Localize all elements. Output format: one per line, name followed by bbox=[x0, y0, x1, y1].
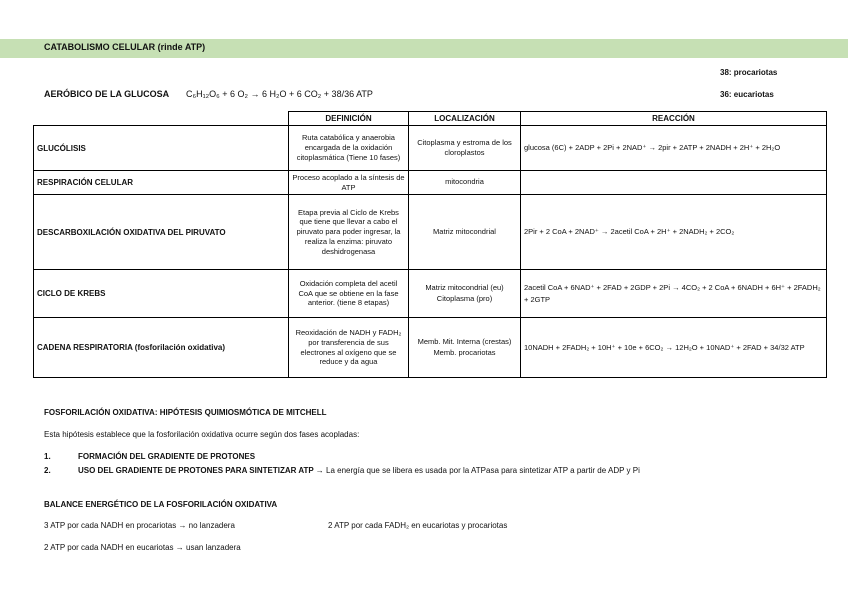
column-header-location: LOCALIZACIÓN bbox=[409, 112, 521, 126]
reaction-cell: 2Pir + 2 CoA + 2NAD⁺ → 2acetil CoA + 2H⁺ + 2NADH₂ + 2CO₂ bbox=[521, 195, 827, 270]
glucose-equation: C₆H₁₂O₆ + 6 O₂ → 6 H₂O + 6 CO₂ + 38/36 ATP bbox=[186, 89, 373, 99]
reaction-cell: glucosa (6C) + 2ADP + 2Pi + 2NAD⁺ → 2pir + 2ATP + 2NADH + 2H⁺ + 2H₂O bbox=[521, 126, 827, 171]
process-cell: GLUCÓLISIS bbox=[34, 126, 289, 171]
location-cell: Matriz mitocondrial bbox=[409, 195, 521, 270]
list-number: 1. bbox=[44, 452, 51, 461]
balance-line-nadh-procariotas: 3 ATP por cada NADH en procariotas → no lanzadera bbox=[44, 521, 235, 530]
page-title: CATABOLISMO CELULAR (rinde ATP) bbox=[44, 42, 206, 52]
column-header-reaction: REACCIÓN bbox=[521, 112, 827, 126]
column-header-definition: DEFINICIÓN bbox=[289, 112, 409, 126]
balance-line-fadh2: 2 ATP por cada FADH₂ en eucariotas y procariotas bbox=[328, 521, 508, 530]
process-cell: CICLO DE KREBS bbox=[34, 270, 289, 318]
table-header-row bbox=[34, 112, 827, 126]
process-cell: DESCARBOXILACIÓN OXIDATIVA DEL PIRUVATO bbox=[34, 195, 289, 270]
mitchell-intro: Esta hipótesis establece que la fosforilación oxidativa ocurre según dos fases acopladas: bbox=[44, 430, 360, 439]
location-cell: mitocondria bbox=[409, 171, 521, 195]
reaction-cell: 2acetil CoA + 6NAD⁺ + 2FAD + 2GDP + 2Pi → 4CO₂ + 2 CoA + 6NADH + 6H⁺ + 2FADH₂ + 2GTP bbox=[521, 270, 827, 318]
table-row bbox=[34, 195, 827, 270]
catabolism-table bbox=[33, 111, 827, 378]
location-cell: Memb. Mit. Interna (crestas) Memb. procariotas bbox=[409, 318, 521, 378]
note-procariotas: 38: procariotas bbox=[720, 68, 778, 77]
list-label: USO DEL GRADIENTE DE PROTONES PARA SINTETIZAR ATP → bbox=[78, 466, 327, 475]
definition-cell: Reoxidación de NADH y FADH₂ por transferencia de sus electrones al oxígeno que se reduce y da agua bbox=[289, 318, 409, 378]
table-row bbox=[34, 171, 827, 195]
balance-title: BALANCE ENERGÉTICO DE LA FOSFORILACIÓN OXIDATIVA bbox=[44, 500, 278, 509]
location-cell: Citoplasma y estroma de los cloroplastos bbox=[409, 126, 521, 171]
table-row bbox=[34, 270, 827, 318]
reaction-cell bbox=[521, 171, 827, 195]
note-eucariotas: 36: eucariotas bbox=[720, 90, 774, 99]
process-cell: RESPIRACIÓN CELULAR bbox=[34, 171, 289, 195]
reaction-cell: 10NADH + 2FADH₂ + 10H⁺ + 10e + 6CO₂ → 12H₂O + 10NAD⁺ + 2FAD + 34/32 ATP bbox=[521, 318, 827, 378]
definition-cell: Oxidación completa del acetil CoA que se obtiene en la fase anterior. (tiene 8 etapas) bbox=[289, 270, 409, 318]
list-item bbox=[44, 452, 255, 461]
mitchell-title: FOSFORILACIÓN OXIDATIVA: HIPÓTESIS QUIMIOSMÓTICA DE MITCHELL bbox=[44, 408, 327, 417]
process-cell: CADENA RESPIRATORIA (fosforilación oxidativa) bbox=[34, 318, 289, 378]
table-row bbox=[34, 318, 827, 378]
definition-cell: Etapa previa al Ciclo de Krebs que tiene que llevar a cabo el piruvato para poder ingresar, la realiza la enzima: piruvato deshidrogenasa bbox=[289, 195, 409, 270]
header-blank-cell bbox=[34, 112, 289, 126]
definition-cell: Proceso acoplado a la síntesis de ATP bbox=[289, 171, 409, 195]
list-number: 2. bbox=[44, 466, 51, 475]
table-row bbox=[34, 126, 827, 171]
balance-line-nadh-eucariotas: 2 ATP por cada NADH en eucariotas → usan lanzadera bbox=[44, 543, 241, 552]
title-banner bbox=[0, 39, 848, 58]
list-text: La energía que se libera es usada por la ATPasa para sintetizar ATP a partir de ADP y Pi bbox=[326, 466, 640, 475]
list-label: FORMACIÓN DEL GRADIENTE DE PROTONES bbox=[78, 452, 256, 461]
definition-cell: Ruta catabólica y anaerobia encargada de la oxidación citoplasmática (Tiene 10 fases) bbox=[289, 126, 409, 171]
list-item bbox=[44, 466, 640, 475]
location-cell: Matriz mitocondrial (eu) Citoplasma (pro) bbox=[409, 270, 521, 318]
aerobic-label: AERÓBICO DE LA GLUCOSA bbox=[44, 89, 170, 99]
